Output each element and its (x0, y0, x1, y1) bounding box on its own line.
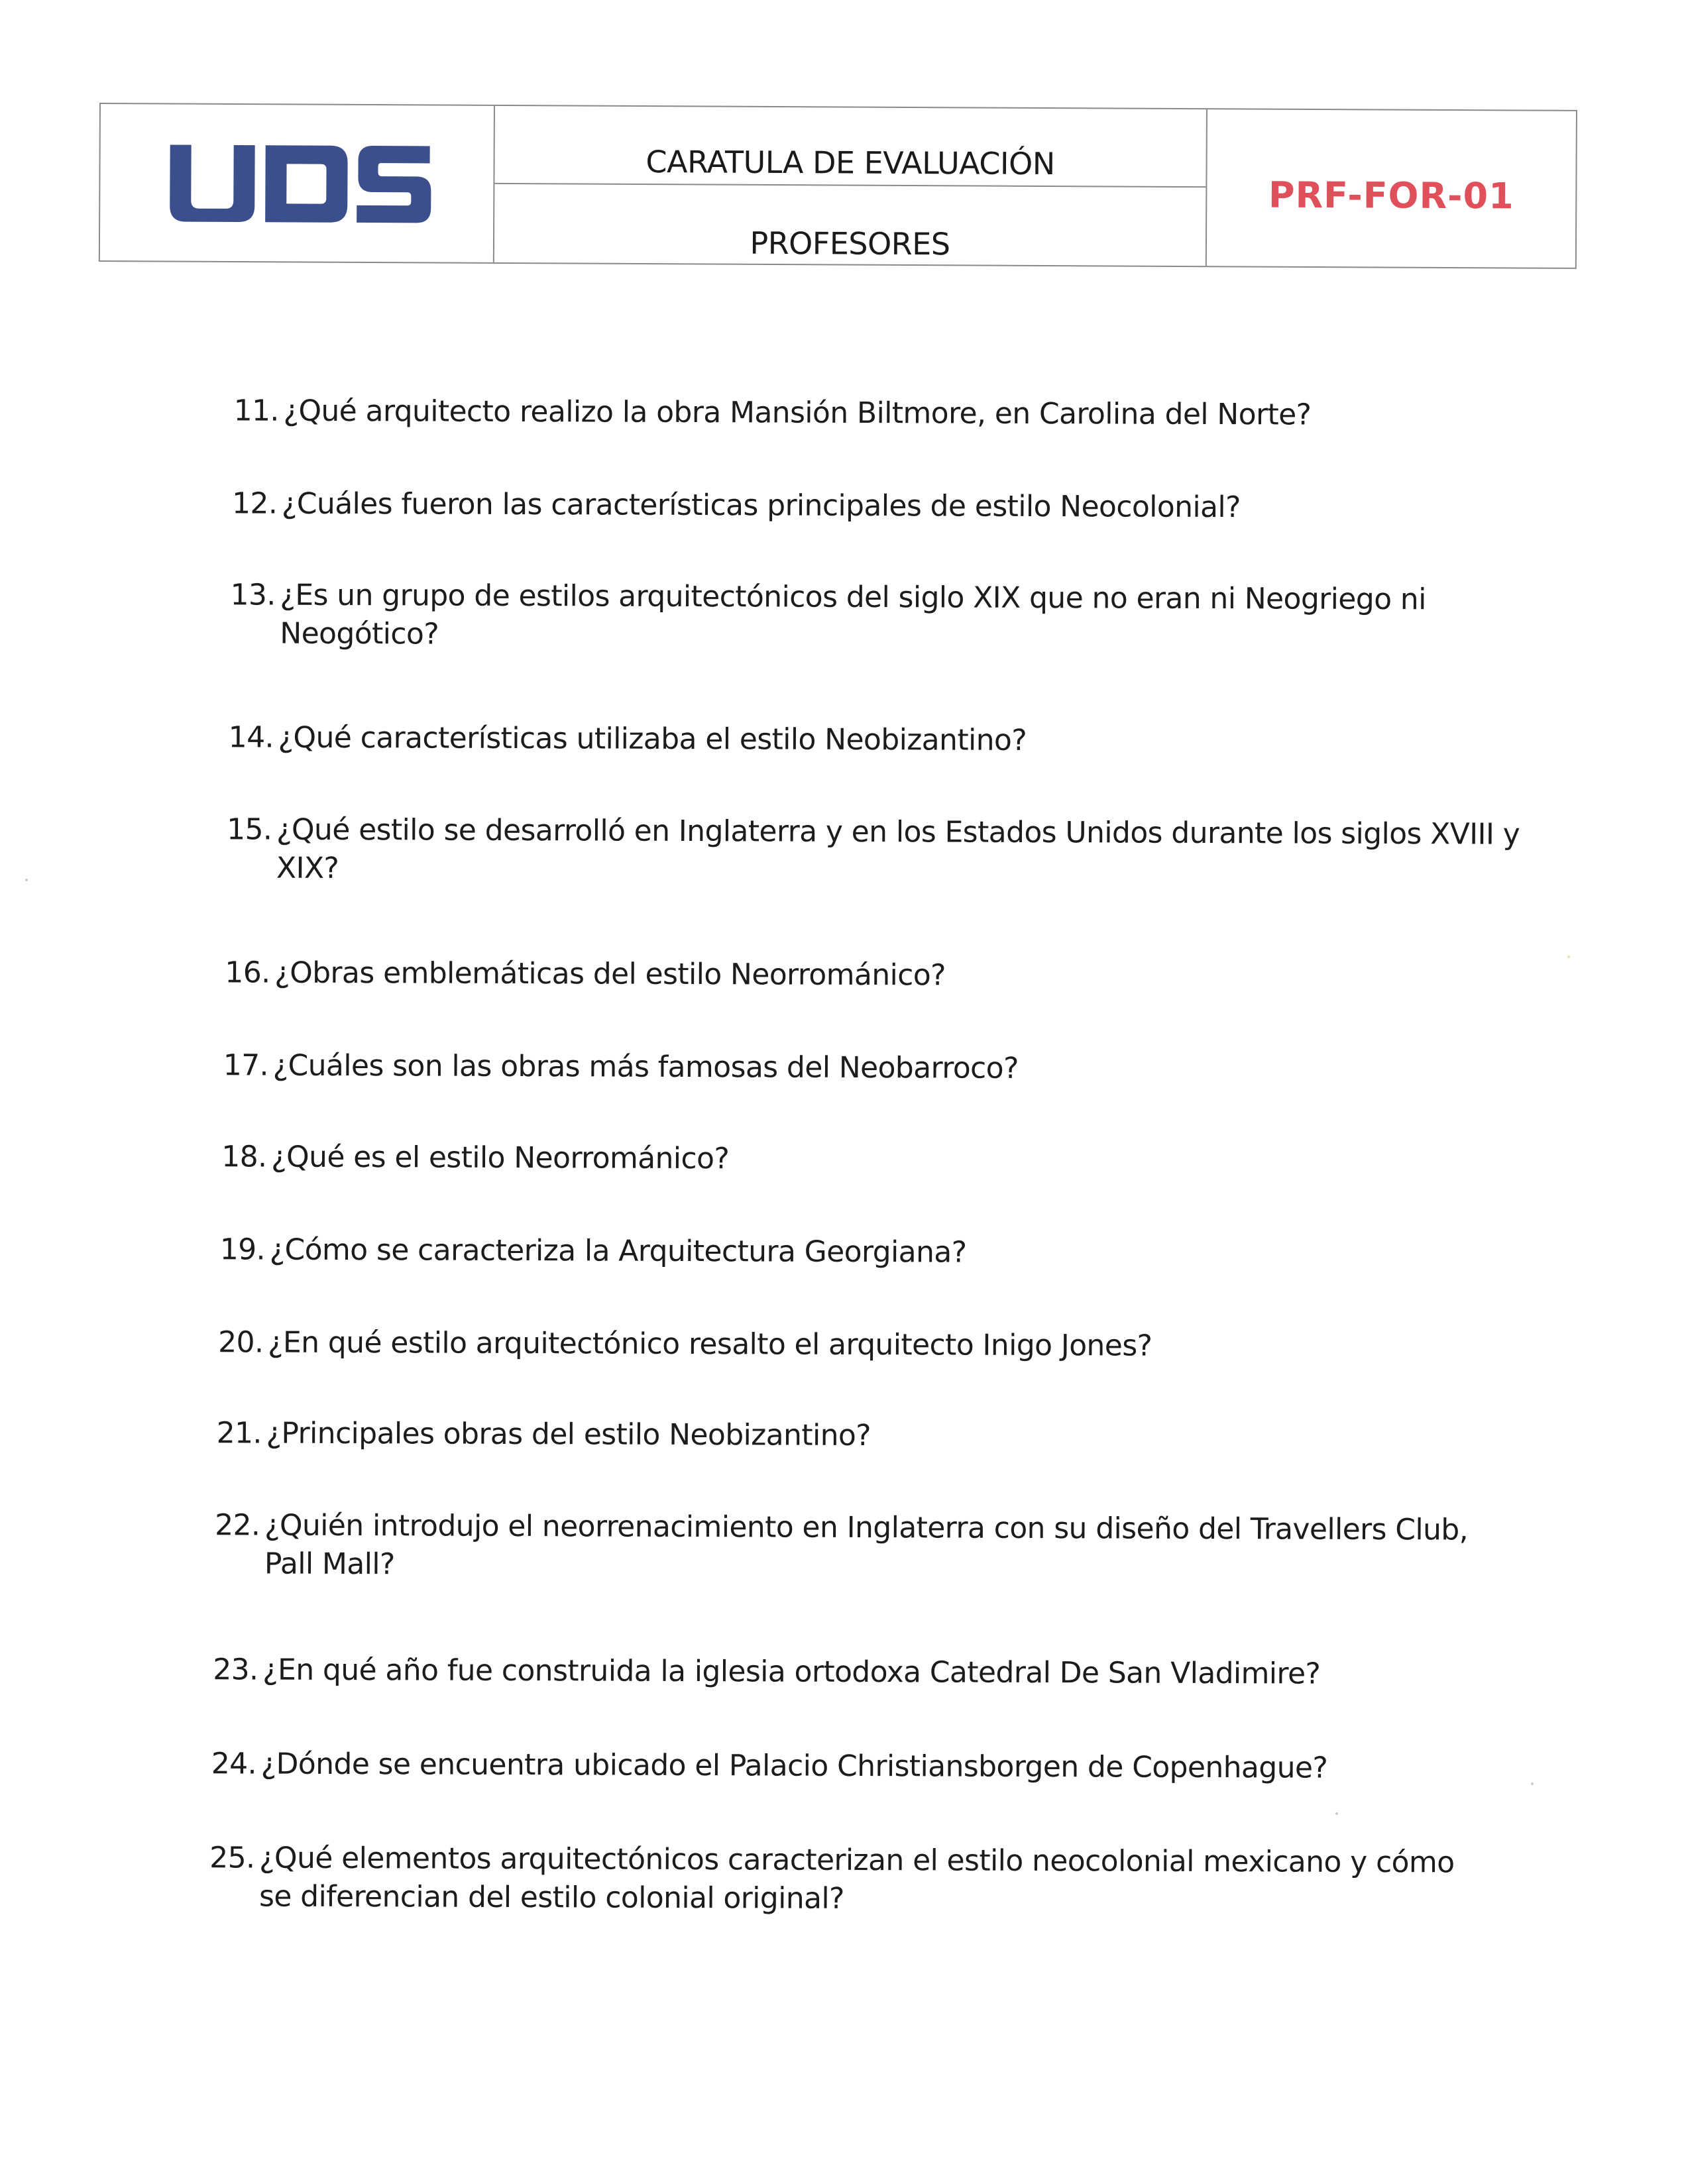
question-number: 17. (223, 1048, 269, 1083)
question-text: ¿Qué elementos arquitectónicos caracterizan el estilo neocolonial mexicano y cómo se diferencian del estilo colonial original? (258, 1841, 1455, 1916)
question-text: ¿Qué es el estilo Neorrománico? (271, 1140, 730, 1176)
question-text: ¿Qué características utilizaba el estilo Neobizantino? (278, 720, 1027, 757)
form-subtitle: PROFESORES (750, 225, 950, 262)
question-text: ¿Cómo se caracteriza la Arquitectura Georgiana? (269, 1232, 967, 1270)
question-number: 18. (221, 1140, 267, 1174)
question-number: 13. (230, 578, 276, 612)
question-number: 16. (225, 956, 270, 990)
question-text: ¿Cuáles fueron las características principales de estilo Neocolonial? (281, 486, 1241, 525)
question-text: ¿Principales obras del estilo Neobizantino? (266, 1416, 871, 1453)
question-text: ¿Qué arquitecto realizo la obra Mansión Biltmore, en Carolina del Norte? (283, 394, 1312, 432)
question-number: 24. (211, 1747, 257, 1781)
question-number: 12. (231, 486, 278, 521)
question-number: 11. (233, 394, 279, 428)
question-number: 25. (209, 1841, 255, 1875)
question-text: ¿Quién introdujo el neorrenacimiento en Inglaterra con su diseño del Travellers Club, Pall Mall? (264, 1508, 1469, 1582)
scan-speck (25, 879, 28, 881)
scan-speck (1567, 956, 1570, 958)
question-number: 21. (216, 1416, 262, 1450)
question-number: 19. (219, 1232, 266, 1267)
question-text: ¿En qué estilo arquitectónico resalto el arquitecto Inigo Jones? (268, 1325, 1152, 1363)
scan-speck (1335, 1812, 1338, 1815)
question-number: 15. (227, 812, 272, 847)
question-text: ¿Obras emblemáticas del estilo Neorrománico? (274, 956, 946, 993)
question-number: 23. (213, 1653, 258, 1687)
question-number: 20. (218, 1325, 264, 1360)
question-text: ¿Cuáles son las obras más famosas del Neobarroco? (272, 1048, 1019, 1085)
question-number: 14. (228, 720, 274, 755)
question-text: ¿En qué año fue construida la iglesia ortodoxa Catedral De San Vladimire? (262, 1653, 1321, 1691)
form-code: PRF-FOR-01 (1268, 174, 1514, 217)
form-title: CARATULA DE EVALUACIÓN (494, 106, 1206, 188)
question-text: ¿Qué estilo se desarrolló en Inglaterra y en los Estados Unidos durante los siglos XVIII y XIX? (276, 812, 1520, 885)
scan-speck (1531, 1782, 1534, 1785)
question-text: ¿Dónde se encuentra ubicado el Palacio Christiansborgen de Copenhague? (260, 1747, 1328, 1785)
question-text: ¿Es un grupo de estilos arquitectónicos del siglo XIX que no eran ni Neogriego ni Neogótico? (280, 578, 1426, 651)
question-number: 22. (215, 1508, 260, 1543)
